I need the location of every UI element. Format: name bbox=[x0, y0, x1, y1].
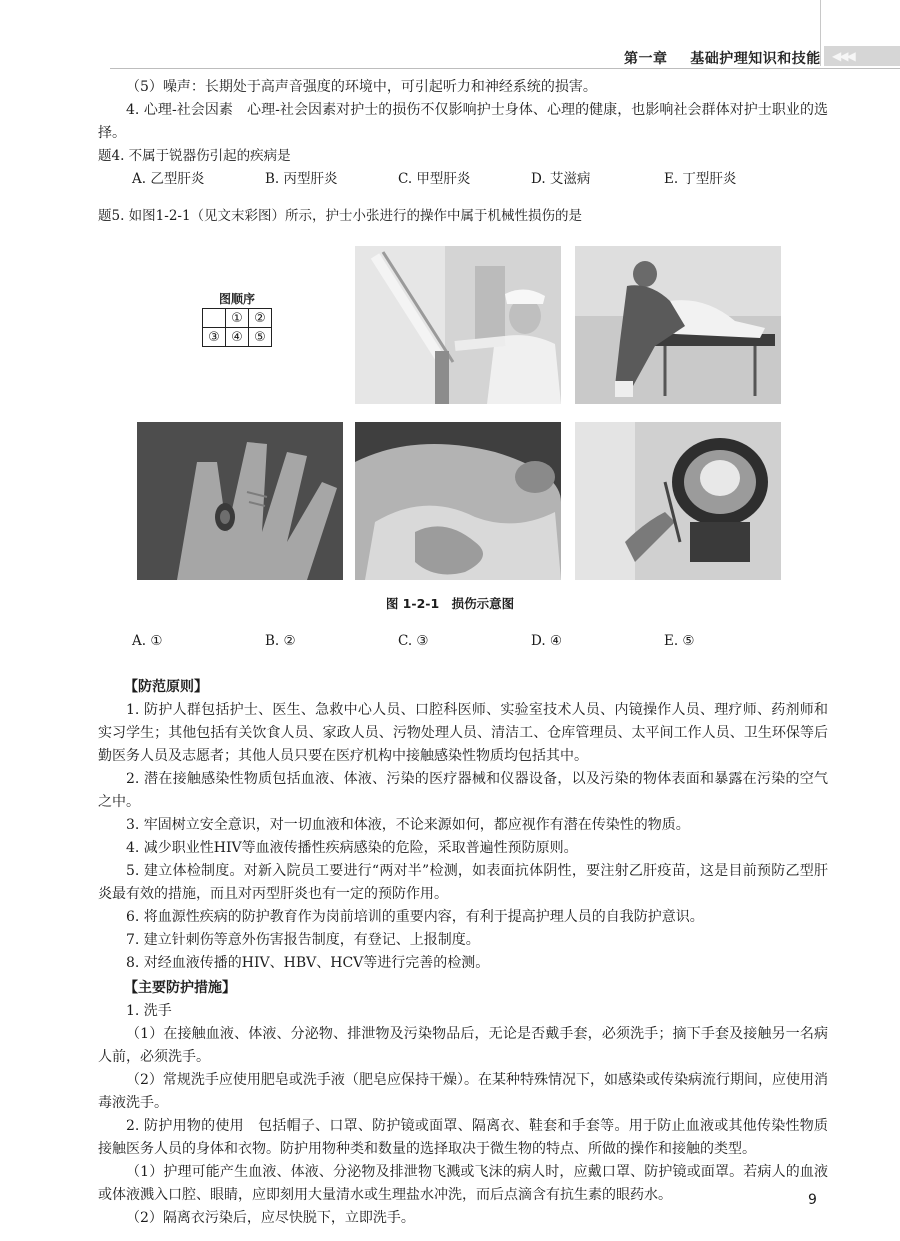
q5-option-a: A. ① bbox=[132, 633, 163, 649]
figure-caption: 图 1-2-1 损伤示意图 bbox=[385, 596, 515, 611]
q5-option-d: D. ④ bbox=[531, 633, 563, 649]
principle-item: 4. 减少职业性HIV等血液传播性疾病感染的危险，采取普遍性预防原则。 bbox=[126, 840, 578, 856]
question-5-prompt: 题5. 如图1-2-1（见文末彩图）所示，护士小张进行的操作中属于机械性损伤的是 bbox=[98, 208, 583, 224]
q5-option-c: C. ③ bbox=[398, 633, 429, 649]
question-4-options bbox=[132, 168, 828, 191]
question-5-block bbox=[98, 630, 828, 653]
order-cell: ① bbox=[226, 309, 249, 328]
q4-option-e: E. 丁型肝炎 bbox=[664, 171, 737, 187]
page-body bbox=[98, 76, 828, 228]
measure-item: （2）隔离衣污染后，应尽快脱下，立即洗手。 bbox=[126, 1210, 415, 1226]
photo-3-hand-injury bbox=[137, 422, 343, 580]
measure-item: （1）在接触血液、体液、分泌物、排泄物及污染物品后，无论是否戴手套，必须洗手；摘下手套及接触另一名病人前，必须洗手。 bbox=[98, 1026, 828, 1065]
principle-item: 3. 牢固树立安全意识，对一切血液和体液，不论来源如何，都应视作有潜在传染性的物质。 bbox=[126, 817, 690, 833]
header-rule bbox=[110, 68, 900, 69]
measure-item: 1. 洗手 bbox=[126, 1003, 172, 1019]
principle-item: 7. 建立针刺伤等意外伤害报告制度，有登记、上报制度。 bbox=[126, 932, 480, 948]
photo-2-stretcher bbox=[575, 246, 781, 404]
order-cell: ④ bbox=[226, 328, 249, 347]
injury-figure bbox=[137, 246, 793, 580]
photo-4-neck-burn bbox=[355, 422, 561, 580]
order-legend-title: 图顺序 bbox=[219, 292, 256, 306]
q5-option-b: B. ② bbox=[265, 633, 296, 649]
order-cell: ③ bbox=[203, 328, 226, 347]
lower-body bbox=[98, 674, 828, 1230]
q4-option-d: D. 艾滋病 bbox=[531, 171, 591, 187]
figure-order-legend bbox=[137, 246, 343, 404]
principles-heading: 【防范原则】 bbox=[124, 679, 208, 695]
order-legend-table bbox=[202, 308, 272, 347]
question-5-options bbox=[132, 630, 828, 653]
question-4-prompt: 题4. 不属于锐器伤引起的疾病是 bbox=[98, 148, 291, 164]
page-number: 9 bbox=[808, 1192, 817, 1208]
running-header bbox=[624, 48, 821, 68]
header-arrow-band: ◀◀◀ bbox=[824, 46, 900, 66]
measure-item: 2. 防护用物的使用 包括帽子、口罩、防护镜或面罩、隔离衣、鞋套和手套等。用于防止血液或其他传染性物质接触医务人员的身体和衣物。防护用物种类和数量的选择取决于微生物的特点、所做的操作和接触的类型。 bbox=[98, 1118, 828, 1157]
chapter-title: 基础护理知识和技能 bbox=[690, 51, 821, 67]
order-cell bbox=[203, 309, 226, 328]
q4-option-a: A. 乙型肝炎 bbox=[132, 171, 205, 187]
principle-item: 5. 建立体检制度。对新入院员工要进行“两对半”检测，如表面抗体阴性，要注射乙肝疫苗，这是目前预防乙型肝炎最有效的措施，而且对丙型肝炎也有一定的预防作用。 bbox=[98, 863, 828, 902]
intro-paragraph-1: （5）噪声：长期处于高声音强度的环境中，可引起听力和神经系统的损害。 bbox=[126, 79, 597, 95]
principle-item: 8. 对经血液传播的HIV、HBV、HCV等进行完善的检测。 bbox=[126, 955, 490, 971]
principle-item: 1. 防护人群包括护士、医生、急救中心人员、口腔科医师、实验室技术人员、内镜操作人员、理疗师、药剂师和实习学生；其他包括有关饮食人员、家政人员、污物处理人员、清洁工、仓库管理员、太平间工作人员、卫生环保等后勤医务人员及志愿者；其他人员只要在医疗机构中接触感染性物质均包括其中。 bbox=[98, 702, 828, 764]
intro-paragraph-2: 4. 心理-社会因素 心理-社会因素对护士的损伤不仅影响护士身体、心理的健康，也影响社会群体对护士职业的选择。 bbox=[98, 102, 828, 141]
photo-1-uv-lamp bbox=[355, 246, 561, 404]
measure-item: （2）常规洗手应使用肥皂或洗手液（肥皂应保持干燥）。在某种特殊情况下，如感染或传染病流行期间，应使用消毒液洗手。 bbox=[98, 1072, 828, 1111]
order-cell: ② bbox=[249, 309, 272, 328]
q5-option-e: E. ⑤ bbox=[664, 633, 695, 649]
chapter-label: 第一章 bbox=[624, 51, 668, 67]
order-cell: ⑤ bbox=[249, 328, 272, 347]
q4-option-c: C. 甲型肝炎 bbox=[398, 171, 471, 187]
principle-item: 6. 将血源性疾病的防护教育作为岗前培训的重要内容，有利于提高护理人员的自我防护意识。 bbox=[126, 909, 704, 925]
photo-5-autoclave bbox=[575, 422, 781, 580]
q4-option-b: B. 丙型肝炎 bbox=[265, 171, 338, 187]
measure-item: （1）护理可能产生血液、体液、分泌物及排泄物飞溅或飞沫的病人时，应戴口罩、防护镜或面罩。若病人的血液或体液溅入口腔、眼睛，应即刻用大量清水或生理盐水冲洗，而后点滴含有抗生素的眼药水。 bbox=[98, 1164, 828, 1203]
principle-item: 2. 潜在接触感染性物质包括血液、体液、污染的医疗器械和仪器设备，以及污染的物体表面和暴露在污染的空气之中。 bbox=[98, 771, 828, 810]
measures-heading: 【主要防护措施】 bbox=[124, 980, 236, 996]
